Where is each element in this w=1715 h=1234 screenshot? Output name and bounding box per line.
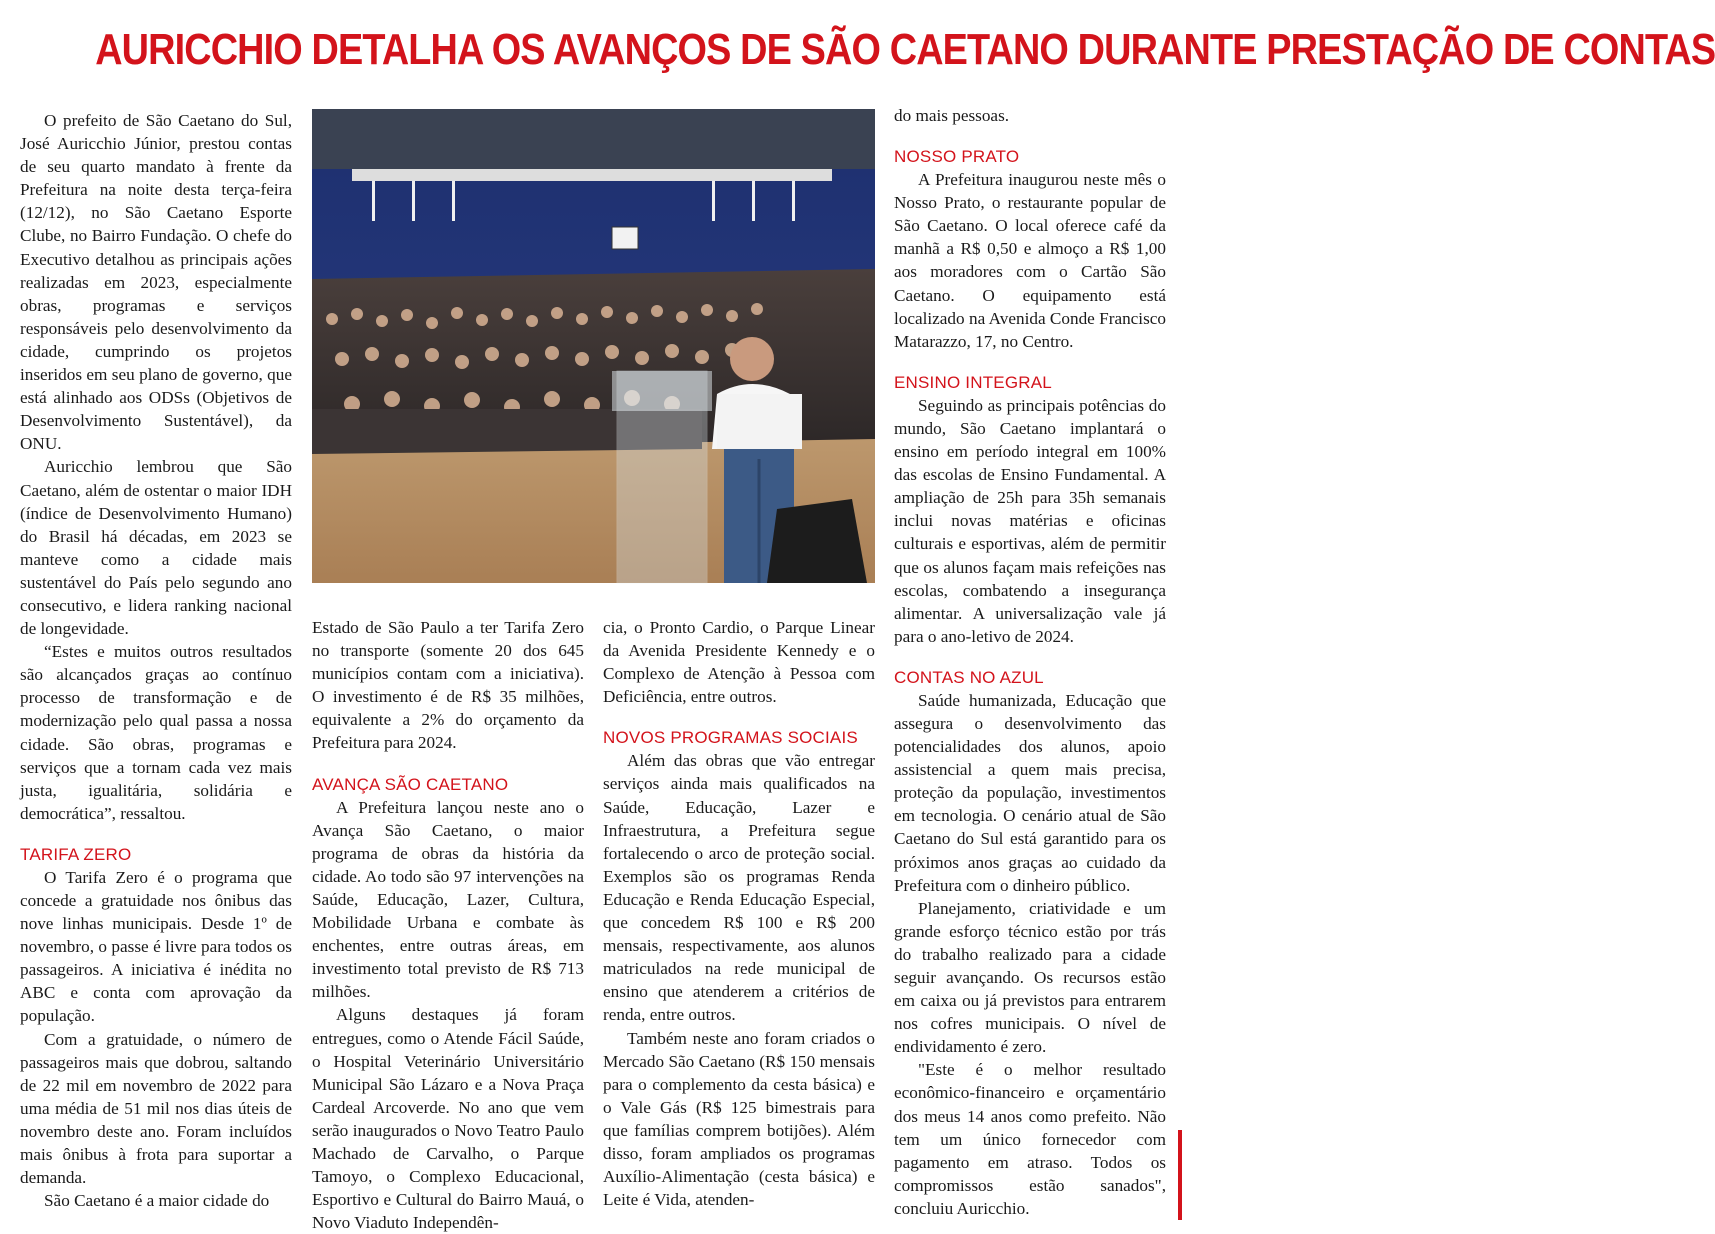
section-heading-novos-programas: NOVOS PROGRAMAS SOCIAIS bbox=[603, 728, 858, 748]
page-edge-marker bbox=[1178, 1130, 1182, 1220]
avanca-paragraph-2-continued: cia, o Pronto Cardio, o Parque Linear da Avenida Presidente Kennedy e o Complexo de Atenção à Pessoa com Deficiência, entre outros. bbox=[603, 618, 875, 707]
headline: AURICCHIO DETALHA OS AVANÇOS DE SÃO CAETANO DURANTE PRESTAÇÃO DE CONTAS bbox=[95, 25, 1715, 74]
nosso-paragraph-1: A Prefeitura inaugurou neste mês o Nosso Prato, o restaurante popular de São Caetano. O local oferece café da manhã a R$ 0,50 e almoço a R$ 1,00 aos moradores com o Cartão São Caetano. O equipamento está localizado na Avenida Conde Francisco Matarazzo, 17, no Centro. bbox=[894, 170, 1166, 351]
intro-paragraph-1: O prefeito de São Caetano do Sul, José Auricchio Júnior, prestou contas de seu quarto mandato à frente da Prefeitura na noite desta terça-feira (12/12), no São Caetano Esporte Clube, no Bairro Fundação. O chefe do Executivo detalhou as principais ações realizadas em 2023, especialmente obras, programas e serviços responsáveis pelo desenvolvimento da cidade, cumprindo os projetos inseridos em seu plano de governo, que está alinhado aos ODSs (Objetivos de Desenvolvimento Sustentável), da ONU. bbox=[20, 111, 292, 454]
section-heading-avanca-sao-caetano: AVANÇA SÃO CAETANO bbox=[312, 774, 509, 794]
ensino-paragraph-1: Seguindo as principais potências do mundo, São Caetano implantará o ensino em período integral em 100% das escolas de Ensino Fundamental. A ampliação de 25h para 35h semanais inclui novas matérias e oficinas culturais e esportivas, além de permitir que os alunos façam mais refeições nas escolas, combatendo a insegurança alimentar. A universalização vale já para o ano-letivo de 2024. bbox=[894, 395, 1166, 646]
intro-paragraph-2: Auricchio lembrou que São Caetano, além de ostentar o maior IDH (índice de Desenvolvimento Humano) do Brasil há décadas, em 2023 se manteve como a cidade mais sustentável do País pelo segundo ano consecutivo, e lidera ranking nacional de longevidade. bbox=[20, 457, 292, 639]
tarifa-paragraph-1: O Tarifa Zero é o programa que concede a gratuidade nos ônibus das nove linhas municipais. Desde 1º de novembro, o passe é livre para todos os passageiros. A iniciativa é inédita no ABC e conta com aprovação da população. bbox=[20, 867, 292, 1026]
contas-paragraph-1: Saúde humanizada, Educação que assegura o desenvolvimento das potencialidades dos alunos, apoio assistencial a quem mais precisa, proteção da população, investimentos em tecnologia. O cenário atual de São Caetano do Sul está garantido para os próximos anos graças ao cuidado da Prefeitura com o dinheiro público. bbox=[894, 690, 1166, 895]
novos-paragraph-1: Além das obras que vão entregar serviços ainda mais qualificados na Saúde, Educação, Lazer e Infraestrutura, a Prefeitura segue fortalecendo o arco de proteção social. Exemplos são os programas Renda Educação e Renda Educação Especial, que concedem R$ 100 e R$ 200 mensais, respectivamente, aos alunos matriculados na rede municipal de ensino que atenderem a critérios de renda, entre outros. bbox=[603, 751, 875, 1025]
tarifa-paragraph-3-continued: Estado de São Paulo a ter Tarifa Zero no transporte (somente 20 dos 645 municípios contam com a iniciativa). O investimento é de R$ 35 milhões, equivalente a 2% do orçamento da Prefeitura para 2024. bbox=[312, 618, 584, 753]
event-photo bbox=[312, 109, 875, 583]
section-heading-tarifa-zero: TARIFA ZERO bbox=[20, 844, 132, 864]
tarifa-paragraph-3: São Caetano é a maior cidade do bbox=[44, 1191, 270, 1211]
column-4 bbox=[894, 104, 1166, 1220]
column-1 bbox=[20, 109, 292, 1212]
section-heading-ensino-integral: ENSINO INTEGRAL bbox=[894, 372, 1052, 392]
novos-paragraph-2-continued: do mais pessoas. bbox=[894, 106, 1010, 125]
intro-paragraph-3: “Estes e muitos outros resultados são alcançados graças ao contínuo processo de transformação e de modernização pelo qual passa a nossa cidade. São obras, programas e serviços que a tornam cada vez mais justa, igualitária, solidária e democrática”, ressaltou. bbox=[20, 642, 292, 823]
column-3 bbox=[603, 616, 875, 1211]
section-heading-contas-no-azul: CONTAS NO AZUL bbox=[894, 667, 1044, 687]
contas-paragraph-3: "Este é o melhor resultado econômico-financeiro e orçamentário dos meus 14 anos como prefeito. Não tem um único fornecedor com pagamento em atraso. Todos os compromissos estão sanados", concluiu Auricchio. bbox=[894, 1060, 1166, 1218]
avanca-paragraph-1: A Prefeitura lançou neste ano o Avança São Caetano, o maior programa de obras da história da cidade. Ao todo são 97 intervenções na Saúde, Educação, Lazer, Cultura, Mobilidade Urbana e combate às enchentes, entre outras áreas, em investimento total previsto de R$ 713 milhões. bbox=[312, 797, 584, 1002]
section-heading-nosso-prato: NOSSO PRATO bbox=[894, 147, 1020, 167]
avanca-paragraph-2: Alguns destaques já foram entregues, como o Atende Fácil Saúde, o Hospital Veterinário Universitário Municipal São Lázaro e a Nova Praça Cardeal Arcoverde. No ano que vem serão inaugurados o Novo Teatro Paulo Machado de Carvalho, o Parque Tamoyo, o Complexo Educacional, Esportivo e Cultural do Bairro Mauá, o Novo Viaduto Independên- bbox=[312, 1005, 584, 1233]
tarifa-paragraph-2: Com a gratuidade, o número de passageiros mais que dobrou, saltando de 22 mil em novembro de 2022 para uma média de 51 mil nos dias úteis de novembro deste ano. Foram incluídos mais ônibus à frota para suportar a demanda. bbox=[20, 1029, 292, 1188]
column-2 bbox=[312, 616, 584, 1234]
contas-paragraph-2: Planejamento, criatividade e um grande esforço técnico estão por trás do trabalho realizado para a cidade seguir avançando. Os recursos estão em caixa ou já previstos para entrarem nos cofres municipais. O nível de endividamento é zero. bbox=[894, 898, 1166, 1057]
novos-paragraph-2: Também neste ano foram criados o Mercado São Caetano (R$ 150 mensais para o complemento da cesta básica) e o Vale Gás (R$ 125 bimestrais para que famílias comprem botijões). Além disso, foram ampliados os programas Auxílio-Alimentação (cesta básica) e Leite é Vida, atenden- bbox=[603, 1028, 875, 1210]
